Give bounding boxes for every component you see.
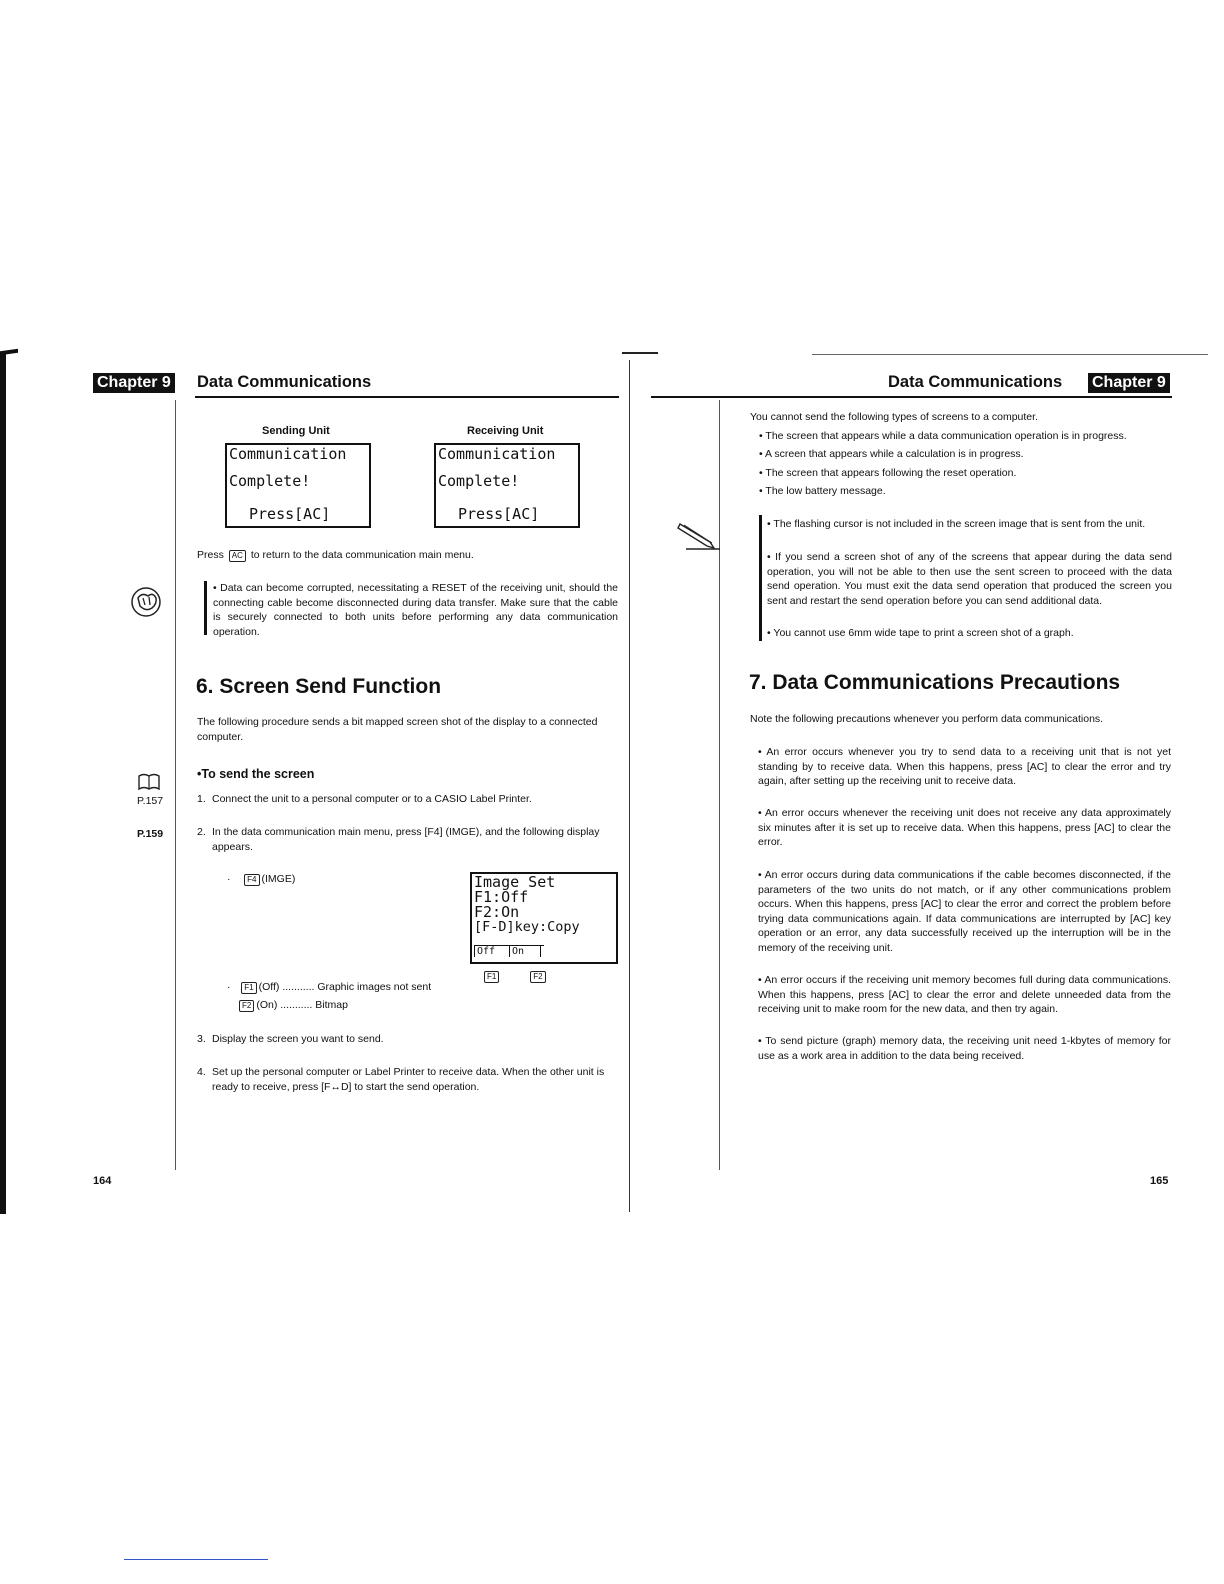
caution-hand-icon xyxy=(128,584,166,620)
right-note-bar xyxy=(759,515,762,641)
lcd-line: Complete! xyxy=(438,472,520,490)
lcd-sending-unit xyxy=(225,443,371,528)
step-item xyxy=(197,1065,617,1094)
step-item xyxy=(197,825,617,854)
step-text: Display the screen you want to send. xyxy=(212,1033,384,1045)
left-margin-rule xyxy=(175,400,176,1170)
page-number: 165 xyxy=(1150,1175,1169,1187)
note-text: • Data can become corrupted, necessitating a RESET of the receiving unit, should the connecting cable become disconnected during data transfer. Make sure that the cable is securely connected to both units before performing any data communication operation. xyxy=(213,582,618,638)
note-item: • The flashing cursor is not included in the screen image that is sent from the unit. xyxy=(767,518,1146,530)
step-item xyxy=(197,792,617,807)
imge-label: (IMGE) xyxy=(261,873,296,885)
lcd-line: Press[AC] xyxy=(458,505,540,523)
precaution-item: • An error occurs during data communications if the cable becomes disconnected, if the parameters of the two units do not match, or if any other communications problem occurs. When this happens, press [AC] to clear the error and correct the problem before trying data communications again. If data communications are interrupted by [AC] key operation or an error, any data successfully received up the interruption will be in the memory of the receiving unit. xyxy=(758,869,1171,954)
note-item: • If you send a screen shot of any of the screens that appear during the data send operation, you will not be able to then use the sent screen to proceed with the data send operation. You must exit the data send operation that produced the screen you sent and restart the send operation before you can send additional data. xyxy=(767,551,1172,607)
option-label: (On) ........... Bitmap xyxy=(256,999,348,1011)
cannot-item: • The screen that appears while a data communication operation is in progress. xyxy=(759,430,1127,442)
step-number: 1. xyxy=(197,793,206,805)
section-title: 6. Screen Send Function xyxy=(196,675,442,698)
lcd-line: F1:Off xyxy=(474,888,529,906)
press-post: to return to the data communication main menu. xyxy=(250,549,474,561)
left-binding-edge xyxy=(0,352,6,1214)
bullet-dot: · xyxy=(227,981,237,993)
sending-unit-label: Sending Unit xyxy=(262,425,330,437)
right-header-title: Data Communications xyxy=(888,373,1063,391)
reference-book-icon xyxy=(138,773,160,791)
center-fold-top xyxy=(622,352,658,354)
bullet-dot: · xyxy=(227,873,240,885)
center-fold-line xyxy=(629,360,630,1212)
step-number: 4. xyxy=(197,1066,206,1078)
chapter-badge: Chapter 9 xyxy=(93,373,175,393)
bottom-blue-line xyxy=(124,1559,268,1560)
fkey-labels xyxy=(482,966,548,984)
lcd-image-set xyxy=(470,872,618,964)
step-number: 3. xyxy=(197,1033,206,1045)
left-header xyxy=(93,373,619,397)
press-ac-line xyxy=(197,548,474,563)
lcd-line: Complete! xyxy=(229,472,311,490)
option-item xyxy=(237,998,348,1013)
note-bar xyxy=(204,581,207,635)
lcd-menu-off: Off xyxy=(474,946,510,957)
f1-key-icon: F1 xyxy=(484,971,499,983)
cannot-intro: You cannot send the following types of screens to a computer. xyxy=(750,411,1038,423)
precaution-item: • An error occurs whenever you try to send data to a receiving unit that is not yet standing by to receive data. When this happens, press [AC] to clear the error and try again, after setting up the receiving unit to receive data. xyxy=(758,746,1171,787)
precaution-item: • To send picture (graph) memory data, the receiving unit need 1-kbytes of memory for use as a work area in addition to the data being received. xyxy=(758,1035,1171,1062)
section-intro: The following procedure sends a bit mapped screen shot of the display to a connected computer. xyxy=(197,716,598,743)
margin-ref: P.157 xyxy=(137,795,164,807)
lcd-receiving-unit xyxy=(434,443,580,528)
option-label: (Off) ........... Graphic images not sent xyxy=(258,981,432,993)
step-text: In the data communication main menu, press [F4] (IMGE), and the following display appears. xyxy=(212,826,600,853)
page-number: 164 xyxy=(93,1175,112,1187)
f2-key-icon: F2 xyxy=(239,1000,254,1012)
lcd-line: F2:On xyxy=(474,903,520,921)
cannot-item: • The low battery message. xyxy=(759,485,886,497)
f4-key-icon: F4 xyxy=(244,874,259,886)
cannot-item: • A screen that appears while a calculation is in progress. xyxy=(759,448,1024,460)
f1-key-icon: F1 xyxy=(241,982,256,994)
step-number: 2. xyxy=(197,826,206,838)
precaution-item: • An error occurs whenever the receiving unit does not receive any data approximately six minutes after it is set up to receive data. When this happens, press [AC] to clear the error. xyxy=(758,807,1171,848)
lcd-line: Communication xyxy=(438,445,556,463)
step-text: Set up the personal computer or Label Printer to receive data. When the other unit is ready to receive, press [F↔D] to start the send operation. xyxy=(212,1066,605,1093)
header-title: Data Communications xyxy=(197,373,372,391)
precaution-item: • An error occurs if the receiving unit memory becomes full during data communications. When this happens, press [AC] to clear the error and delete unneeded data from the receiving unit to make room for the new data, and then try again. xyxy=(758,974,1171,1015)
ac-key-icon: AC xyxy=(229,550,246,562)
receiving-unit-label: Receiving Unit xyxy=(467,425,544,437)
right-margin-rule xyxy=(719,400,720,1170)
margin-ref: P.159 xyxy=(137,828,164,840)
precaution-intro: Note the following precautions whenever you perform data communications. xyxy=(750,713,1104,725)
lcd-line: Press[AC] xyxy=(249,505,331,523)
f2-key-icon: F2 xyxy=(530,971,545,983)
step-item xyxy=(197,1032,617,1047)
subheading: •To send the screen xyxy=(197,767,315,781)
lcd-menu-on: On xyxy=(510,946,541,957)
press-pre: Press xyxy=(197,549,224,561)
option-item xyxy=(227,980,431,995)
top-right-scan-line xyxy=(812,354,1208,355)
pencil-icon xyxy=(676,522,722,550)
lcd-menu-bar xyxy=(474,945,544,960)
right-header-rule xyxy=(651,396,1172,398)
left-header-rule xyxy=(195,396,619,398)
imge-key-line xyxy=(227,872,295,887)
lcd-line: Image Set xyxy=(474,873,556,891)
lcd-line: [F-D]key:Copy xyxy=(474,919,580,935)
step-text: Connect the unit to a personal computer or to a CASIO Label Printer. xyxy=(212,793,532,805)
left-binding-flare xyxy=(0,349,18,356)
lcd-line: Communication xyxy=(229,445,347,463)
chapter-badge: Chapter 9 xyxy=(1088,373,1170,393)
note-item: • You cannot use 6mm wide tape to print a screen shot of a graph. xyxy=(767,627,1074,639)
section-title: 7. Data Communications Precautions xyxy=(749,671,1121,694)
cannot-item: • The screen that appears following the reset operation. xyxy=(759,467,1017,479)
